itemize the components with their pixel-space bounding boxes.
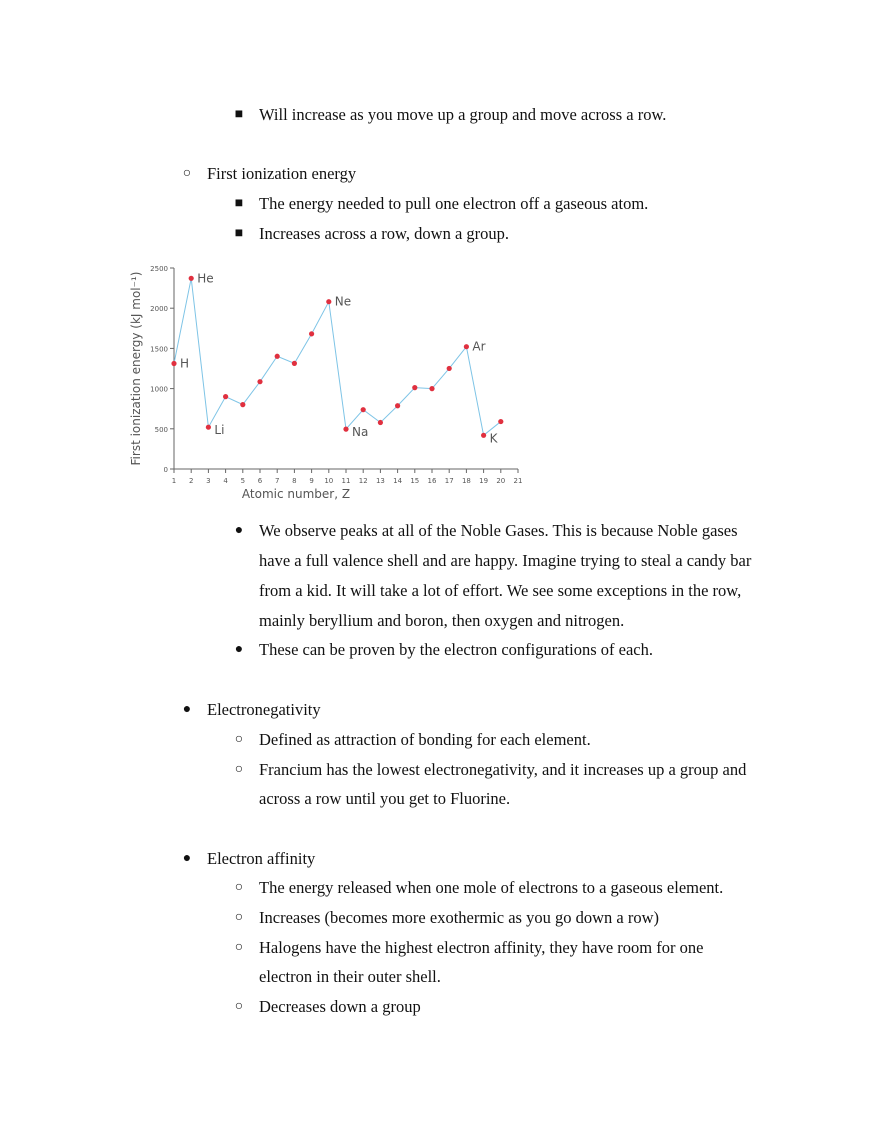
ionization-energy-chart [120,255,530,505]
list-item-text: across a row until you get to Fluorine. [259,789,511,808]
y-tick-label: 1000 [150,385,168,394]
y-axis-label: First ionization energy (kJ mol⁻¹) [129,271,143,466]
x-tick-label: 2 [188,477,194,485]
data-point [481,433,486,438]
x-tick-label: 15 [410,477,420,485]
bullet-marker: ● [182,702,192,717]
x-tick-label: 11 [341,477,351,485]
y-tick-label: 1500 [150,345,168,354]
point-label: H [180,356,190,371]
x-tick-label: 12 [358,477,368,485]
list-item-text: Electron affinity [207,849,316,868]
point-label: He [197,271,214,286]
x-tick-label: 7 [274,477,280,485]
data-point [343,427,348,432]
x-tick-label: 6 [257,477,263,485]
x-tick-label: 21 [513,477,523,485]
x-tick-label: 14 [393,477,403,485]
data-point [464,344,469,349]
list-item-text: have a full valence shell and are happy. Imagine trying to steal a candy bar [259,551,752,570]
list-item-text: Defined as attraction of bonding for each element. [259,730,591,749]
list-item-text: Halogens have the highest electron affinity, they have room for one [259,938,704,957]
list-item-text: The energy released when one mole of electrons to a gaseous element. [259,878,724,897]
bullet-marker: ■ [234,196,244,211]
bullet-marker: ○ [234,762,244,777]
data-point [275,354,280,359]
data-point [395,403,400,408]
data-point [447,366,452,371]
bullet-marker: ○ [234,732,244,747]
data-point [378,420,383,425]
x-tick-label: 20 [496,477,506,485]
list-item-text: from a kid. It will take a lot of effort. We see some exceptions in the row, [259,581,742,600]
list-item-text: Will increase as you move up a group and move across a row. [259,105,667,124]
list-item-text: Decreases down a group [259,997,421,1016]
point-label: Ar [472,339,486,354]
list-item-text: Increases across a row, down a group. [259,224,510,243]
data-point [326,299,331,304]
bullet-marker: ● [234,642,244,657]
x-tick-label: 4 [223,477,228,485]
x-tick-label: 3 [206,477,211,485]
data-point [257,379,262,384]
bullet-marker: ■ [234,107,244,122]
x-tick-label: 16 [427,477,437,485]
x-tick-label: 18 [461,477,471,485]
y-tick-label: 0 [163,466,168,474]
list-item-text: We observe peaks at all of the Noble Gases. This is because Noble gases [259,521,738,540]
bullet-marker: ○ [234,999,244,1014]
data-point [240,402,245,407]
data-point [498,419,503,424]
bullet-marker: ○ [182,166,192,181]
list-item-text: Electronegativity [207,700,321,719]
point-label: Ne [334,294,352,309]
x-tick-label: 13 [375,477,385,485]
data-point [292,361,297,366]
y-tick-label: 500 [154,425,168,434]
list-item-text: Increases (becomes more exothermic as you go down a row) [259,908,659,927]
bullet-marker: ○ [234,940,244,955]
bullet-marker: ○ [234,880,244,895]
list-item-text: mainly beryllium and boron, then oxygen and nitrogen. [259,611,625,630]
y-tick-label: 2500 [150,265,168,273]
x-tick-label: 5 [240,477,246,485]
x-tick-label: 10 [324,477,334,485]
y-tick-label: 2000 [150,305,168,314]
point-label: K [489,431,498,446]
point-label: Li [214,423,225,438]
list-item-text: These can be proven by the electron configurations of each. [259,640,654,659]
x-tick-label: 19 [479,477,489,485]
data-point [171,361,176,366]
list-item-text: First ionization energy [207,164,357,183]
data-point [189,276,194,281]
data-point [361,407,366,412]
list-item-text: electron in their outer shell. [259,967,441,986]
data-point [206,425,211,430]
data-point [309,331,314,336]
point-label: Na [352,425,369,440]
bullet-marker: ■ [234,226,244,241]
x-tick-label: 9 [309,477,314,485]
list-item-text: Francium has the lowest electronegativity, and it increases up a group and [259,760,747,779]
x-tick-label: 8 [292,477,297,485]
data-point [412,385,417,390]
bullet-marker: ○ [234,910,244,925]
x-axis-label: Atomic number, Z [241,487,351,501]
x-tick-label: 17 [444,477,454,485]
x-tick-label: 1 [171,477,177,485]
data-point [429,386,434,391]
data-point [223,394,228,399]
bullet-marker: ● [182,851,192,866]
bullet-marker: ● [234,523,244,538]
list-item-text: The energy needed to pull one electron off a gaseous atom. [259,194,649,213]
